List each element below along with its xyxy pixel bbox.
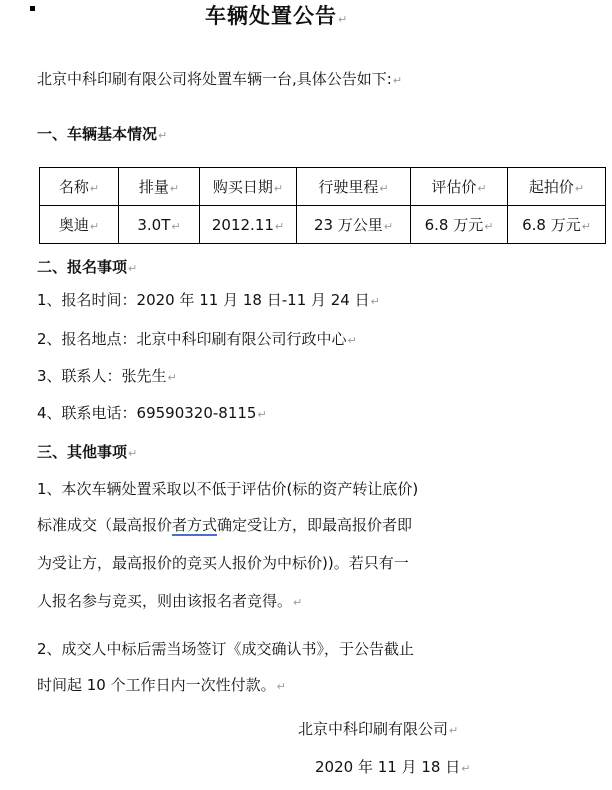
table-header-cell: 购买日期↵ bbox=[200, 168, 297, 206]
contact-phone: 4、联系电话：69590320-8115↵ bbox=[37, 404, 267, 422]
table-cell: 23 万公里↵ bbox=[297, 206, 411, 244]
other-item-2-line-1: 2、成交人中标后需当场签订《成交确认书》，于公告截止 bbox=[37, 640, 415, 658]
other-item-1-line-3: 为受让方，最高报价的竞买人报价为中标价))。若只有一 bbox=[37, 554, 409, 572]
other-item-1-line-4: 人报名参与竞买，则由该报名者竞得。↵ bbox=[37, 592, 303, 610]
table-cell: 2012.11↵ bbox=[200, 206, 297, 244]
signature-company: 北京中科印刷有限公司↵ bbox=[298, 720, 459, 738]
registration-location: 2、报名地点：北京中科印刷有限公司行政中心↵ bbox=[37, 330, 357, 348]
signature-date: 2020 年 11 月 18 日↵ bbox=[315, 758, 471, 776]
section-heading-registration: 二、报名事项↵ bbox=[37, 258, 138, 276]
vehicle-info-table bbox=[39, 167, 606, 244]
intro-paragraph: 北京中科印刷有限公司将处置车辆一台,具体公告如下:↵ bbox=[37, 70, 403, 88]
table-row bbox=[40, 206, 606, 244]
table-header-cell: 行驶里程↵ bbox=[297, 168, 411, 206]
page-title: 车辆处置公告↵ bbox=[205, 4, 349, 28]
section-heading-other: 三、其他事项↵ bbox=[37, 443, 138, 461]
table-cell: 3.0T↵ bbox=[119, 206, 200, 244]
bullet-mark bbox=[30, 6, 35, 11]
registration-time: 1、报名时间：2020 年 11 月 18 日-11 月 24 日↵ bbox=[37, 291, 380, 309]
table-cell: 奥迪↵ bbox=[40, 206, 119, 244]
table-cell: 6.8 万元↵ bbox=[411, 206, 508, 244]
table-header-cell: 名称↵ bbox=[40, 168, 119, 206]
contact-person: 3、联系人：张先生↵ bbox=[37, 367, 177, 385]
spellcheck-underline: 者方式 bbox=[172, 516, 218, 534]
table-header-cell: 评估价↵ bbox=[411, 168, 508, 206]
table-header-row bbox=[40, 168, 606, 206]
other-item-1-line-1: 1、本次车辆处置采取以不低于评估价(标的资产转让底价) bbox=[37, 480, 419, 498]
table-header-cell: 排量↵ bbox=[119, 168, 200, 206]
other-item-1-line-2: 标准成交（最高报价者方式确定受让方，即最高报价者即 bbox=[37, 516, 413, 534]
section-heading-vehicle: 一、车辆基本情况↵ bbox=[37, 125, 168, 143]
table-cell: 6.8 万元↵ bbox=[508, 206, 606, 244]
other-item-2-line-2: 时间起 10 个工作日内一次性付款。↵ bbox=[37, 676, 286, 694]
table-header-cell: 起拍价↵ bbox=[508, 168, 606, 206]
